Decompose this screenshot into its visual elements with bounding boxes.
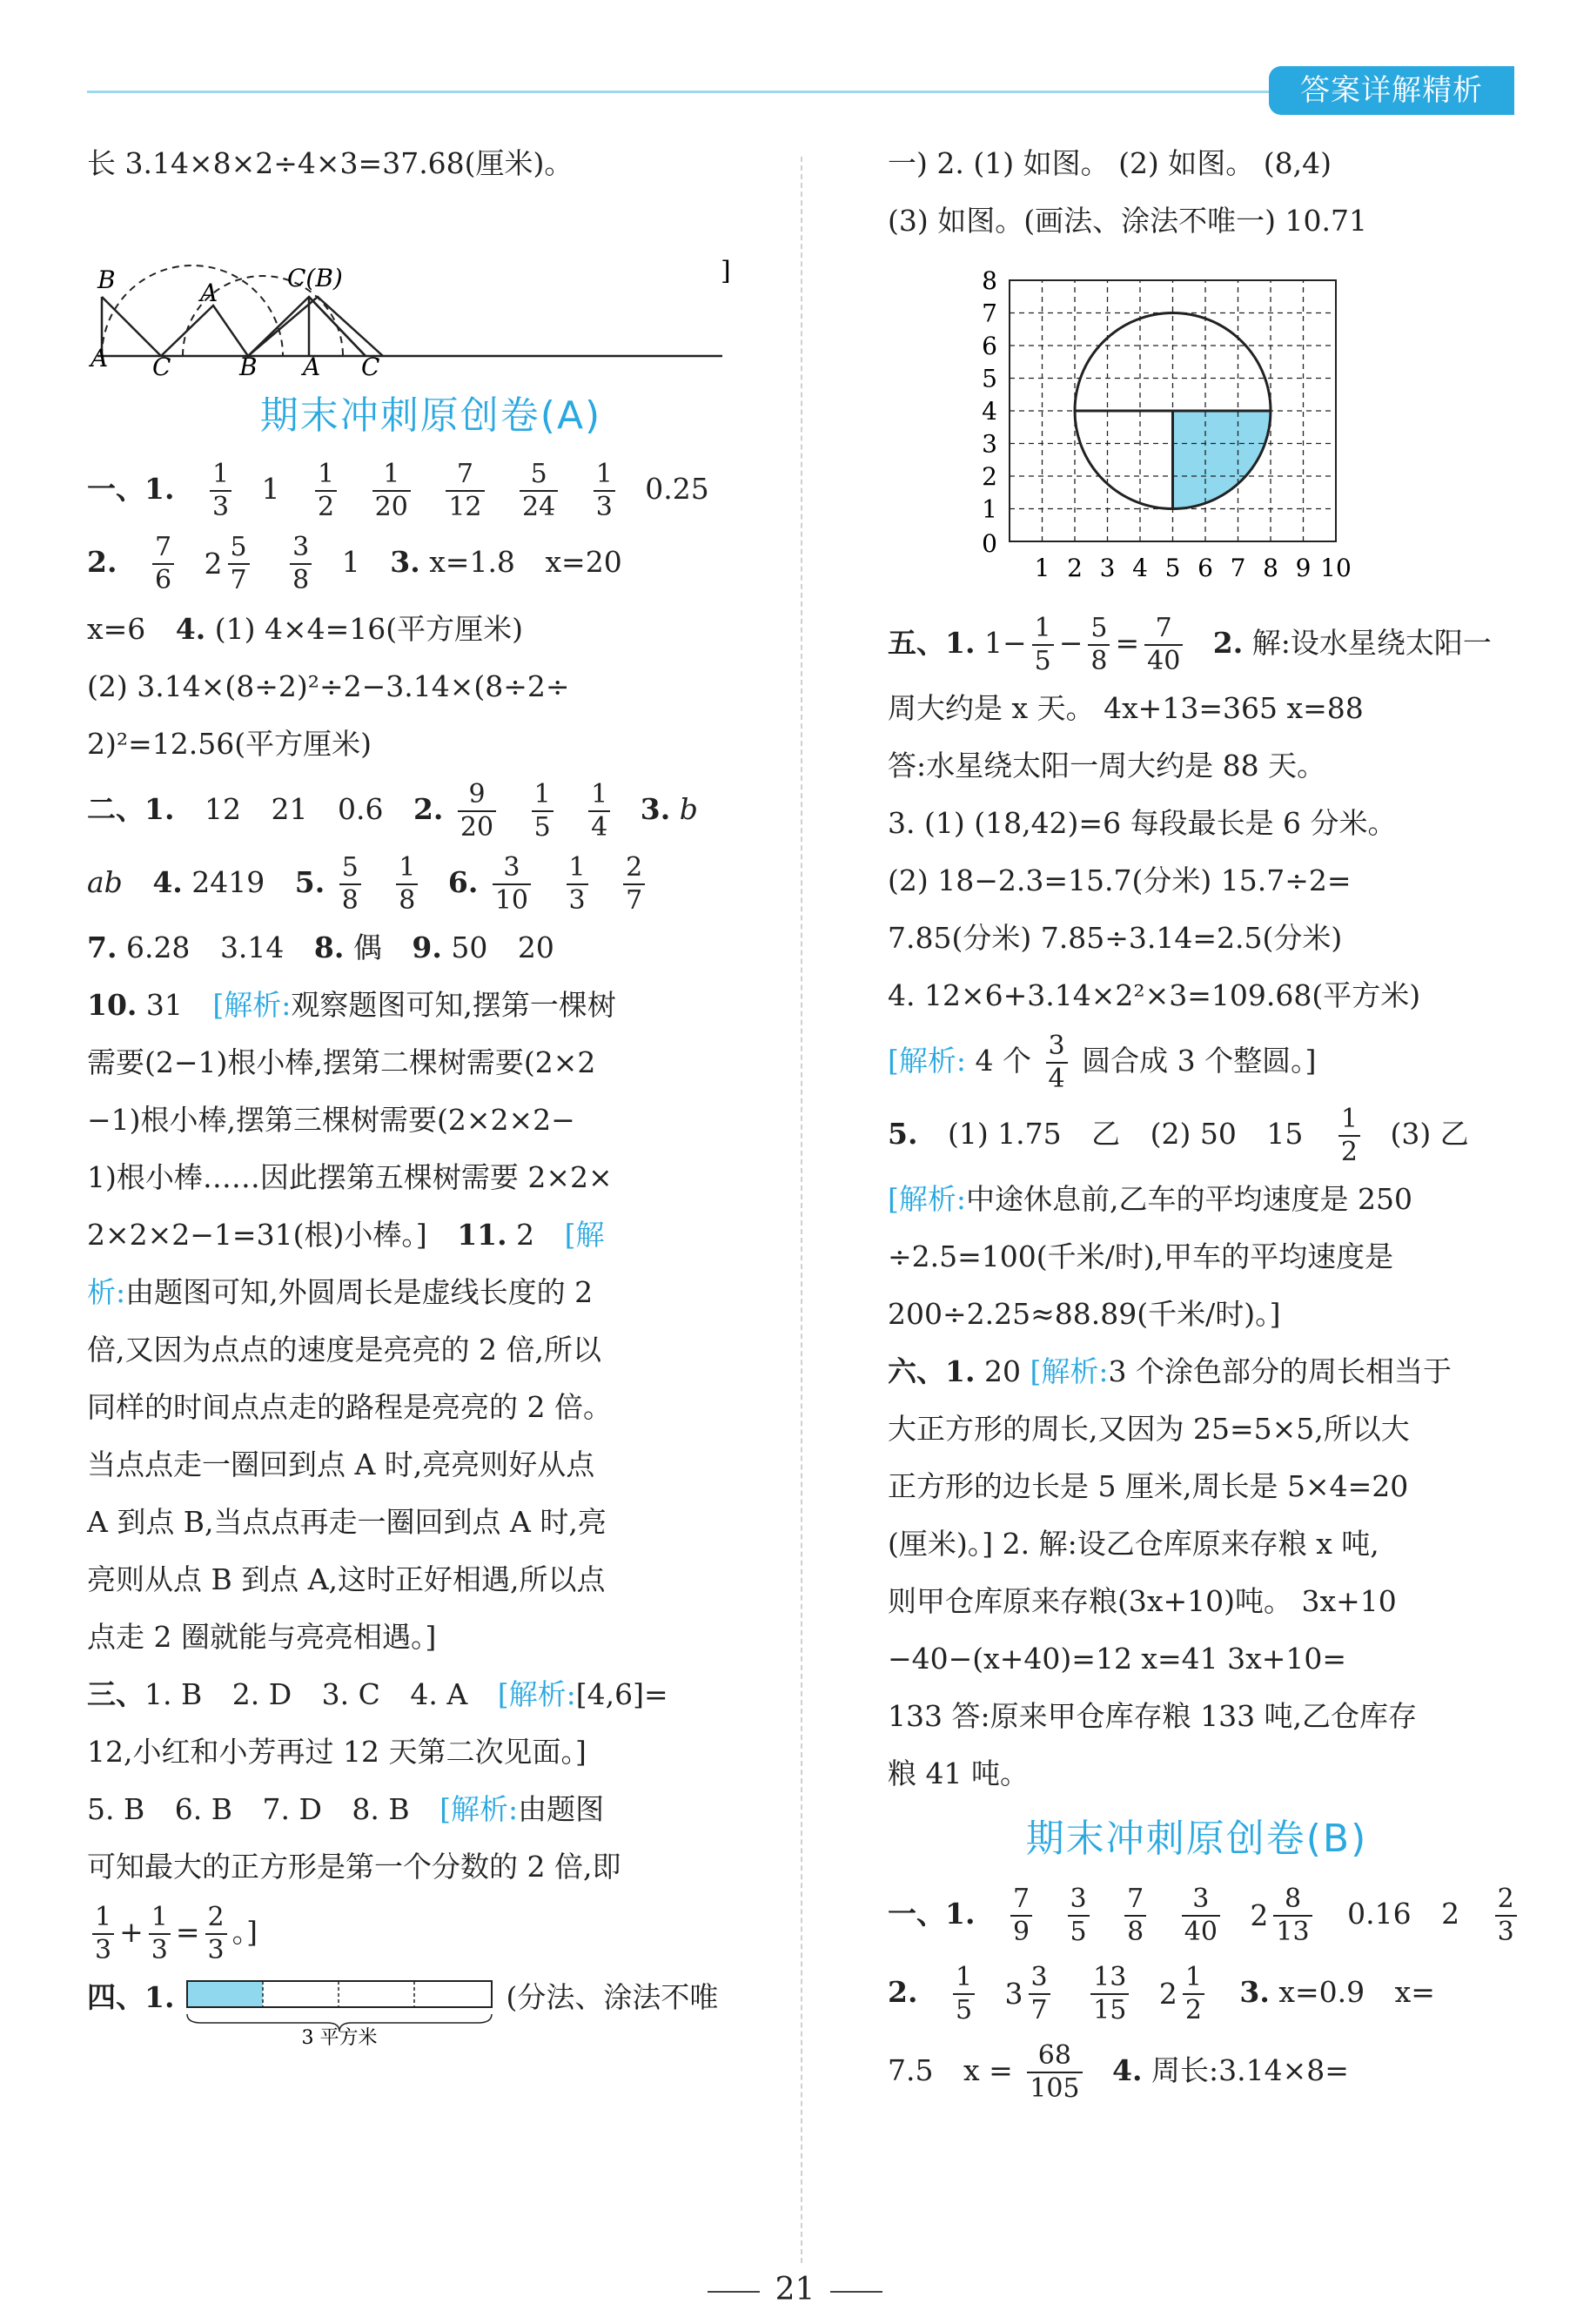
- footer-dash: [830, 2291, 882, 2293]
- value: x =: [963, 2053, 1013, 2087]
- x-tick-label: 5: [1164, 554, 1181, 582]
- operator: −: [1058, 626, 1083, 660]
- q-num: 2.: [888, 1975, 918, 2009]
- analysis-text: 4 个: [975, 1044, 1031, 1078]
- page-number: 21: [775, 2272, 815, 2307]
- choice: 2. D: [231, 1677, 292, 1711]
- fraction: $\frac{1}{5}$: [532, 779, 553, 843]
- value: 乙: [1091, 1117, 1121, 1151]
- q2-line: 同样的时间点点走的路程是亮亮的 2 倍。: [87, 1390, 612, 1424]
- x-tick-label: 8: [1263, 554, 1278, 582]
- value: x=6: [87, 612, 146, 646]
- value: 偶: [352, 930, 382, 964]
- fraction: $\frac{2}{3}$: [205, 1902, 227, 1966]
- q-num: 2.: [87, 545, 117, 579]
- q2-line: 倍,又因为点点的速度是亮亮的 2 倍,所以: [87, 1333, 601, 1367]
- fraction: $\frac{1}{20}$: [372, 459, 411, 523]
- value: (分法、涂法不唯: [506, 1980, 719, 2014]
- value: 6.28: [125, 930, 191, 964]
- q-num: 2.: [1212, 626, 1244, 660]
- mixed-number: 2 $\frac{8}{13}$: [1250, 1877, 1317, 1954]
- q-num: 4.: [1112, 2053, 1143, 2087]
- q5-line: 7.85(分米) 7.85÷3.14=2.5(分米): [888, 921, 1343, 955]
- q3-line: [87, 1781, 775, 1838]
- q-num: 6.: [447, 865, 479, 899]
- analysis-text: 2×2×2−1=31(根)小棒。]: [87, 1218, 427, 1252]
- coordinate-grid: [888, 250, 1497, 607]
- q-num: 1.: [945, 626, 976, 660]
- analysis-label: 析:: [87, 1275, 126, 1309]
- y-tick-label: 2: [982, 462, 997, 491]
- q5-line: [888, 1171, 1506, 1228]
- choice: 6. B: [174, 1792, 232, 1826]
- q2-line: [87, 977, 775, 1034]
- q-num: 4.: [175, 612, 206, 646]
- q5-line: 答:水星绕太阳一周大约是 88 天。: [888, 749, 1326, 783]
- fig-label: C: [361, 353, 380, 379]
- analysis-text: 由题图可知,外圆周长是虚线长度的 2: [125, 1275, 594, 1309]
- y-tick-label: 8: [982, 266, 997, 295]
- analysis-label: [解析:: [1030, 1354, 1109, 1388]
- fraction: $\frac{2}{3}$: [1495, 1884, 1517, 1948]
- fraction: $\frac{1}{5}$: [953, 1962, 975, 2026]
- analysis-text: 3 个涂色部分的周长相当于: [1108, 1354, 1452, 1388]
- b-line: [888, 2032, 1506, 2109]
- fraction: $\frac{68}{105}$: [1027, 2040, 1082, 2105]
- fraction: $\frac{7}{40}$: [1144, 613, 1183, 677]
- q-num: 9.: [412, 930, 442, 964]
- q2-line: A 到点 B,当点点再走一圈回到点 A 时,亮: [87, 1505, 607, 1539]
- operator: =: [175, 1915, 200, 1949]
- choice: 4. A: [410, 1677, 468, 1711]
- value: 3.14: [219, 930, 285, 964]
- q2-line: [87, 919, 775, 977]
- value: ab: [87, 865, 123, 899]
- b-line: [888, 1876, 1514, 1954]
- x-tick-label: 6: [1198, 554, 1213, 582]
- q1-line: [87, 601, 775, 658]
- grid-figure: [888, 250, 1506, 607]
- q-num: 11.: [457, 1218, 507, 1252]
- q2-line: −1)根小棒,摆第三棵树需要(2×2×2−: [87, 1103, 575, 1137]
- analysis-text: 观察题图可知,摆第一棵树: [291, 988, 616, 1022]
- q1-line: 2)²=12.56(平方厘米): [87, 727, 372, 761]
- header-tab: 答案详解精析: [1269, 66, 1514, 115]
- q6-line: −40−(x+40)=12 x=41 3x+10=: [888, 1642, 1347, 1676]
- q2-line: 当点点走一圈回到点 A 时,亮亮则好从点: [87, 1447, 595, 1481]
- fraction: $\frac{7}{8}$: [1124, 1884, 1146, 1948]
- analysis-label: [解: [564, 1218, 605, 1252]
- q-num: 7.: [87, 930, 117, 964]
- choice: 1. B: [144, 1677, 203, 1711]
- analysis-label: [解析:: [212, 988, 292, 1022]
- b-line: [888, 1954, 1506, 2032]
- fraction: $\frac{1}{5}$: [1032, 613, 1054, 677]
- q-num: 1.: [144, 1980, 175, 2014]
- page-footer: [0, 2272, 1590, 2307]
- answer-line: 一) 2. (1) 如图。 (2) 如图。 (8,4): [888, 146, 1332, 180]
- value: x=0.9: [1278, 1975, 1365, 2009]
- x-tick-label: 10: [1320, 554, 1352, 582]
- fraction: $\frac{7}{12}$: [446, 459, 484, 523]
- q-num: 3.: [1239, 1975, 1270, 2009]
- q-num: 1.: [945, 1897, 976, 1931]
- value: 31: [145, 988, 183, 1022]
- fraction: $\frac{1}{8}$: [396, 852, 418, 917]
- value: 0.25: [645, 472, 709, 506]
- q6-line: [888, 1343, 1506, 1400]
- q2-line: [87, 1206, 775, 1264]
- fraction: $\frac{3}{8}$: [290, 532, 312, 596]
- value: (2) 50: [1150, 1117, 1237, 1151]
- shaded-quarter: [1173, 411, 1271, 509]
- mixed-number: 3 $\frac{3}{7}$: [1005, 1956, 1056, 2032]
- value: x=1.8: [429, 545, 515, 579]
- q5-line: [888, 1024, 1506, 1098]
- section-title: 期末冲刺原创卷(B): [1025, 1817, 1368, 1861]
- q-num: 10.: [87, 988, 138, 1022]
- fraction: $\frac{3}{5}$: [1068, 1884, 1090, 1948]
- answer-line: 长 3.14×8×2÷4×3=37.68(厘米)。: [87, 146, 574, 180]
- q2-line: [87, 846, 775, 919]
- value: 0.16: [1347, 1897, 1412, 1931]
- q-num: 1.: [945, 1354, 976, 1388]
- q5-line: 4. 12×6+3.14×2²×3=109.68(平方米): [888, 978, 1421, 1012]
- value: 1: [261, 472, 280, 506]
- q-num: 2.: [413, 792, 444, 826]
- value: 50: [451, 930, 488, 964]
- sec-label: 四、: [87, 1980, 144, 2014]
- y-tick-label: 5: [982, 364, 997, 393]
- y-tick-label: 3: [982, 429, 997, 459]
- value: 周长:3.14×8=: [1151, 2053, 1349, 2087]
- fraction: $\frac{9}{20}$: [458, 779, 496, 843]
- value: 1: [341, 545, 360, 579]
- fraction: $\frac{1}{3}$: [149, 1902, 171, 1966]
- analysis-text: 中途休息前,乙车的平均速度是 250: [966, 1182, 1412, 1216]
- fraction: $\frac{5}{24}$: [520, 459, 558, 523]
- sec-label: 三、: [87, 1677, 144, 1711]
- fig-label: C(B): [287, 264, 343, 292]
- q-num: 4.: [152, 865, 183, 899]
- q2-line: 亮则从点 B 到点 A,这时正好相遇,所以点: [87, 1562, 606, 1596]
- y-tick-label: 6: [982, 332, 997, 360]
- fraction: $\frac{1}{3}$: [92, 1902, 114, 1966]
- value: (3) 乙: [1390, 1117, 1469, 1151]
- q-num: 5.: [294, 865, 325, 899]
- q-num: 1.: [144, 792, 175, 826]
- y-tick-label: 7: [982, 299, 997, 328]
- q2-line: 1)根小棒……因此摆第五棵树需要 2×2×: [87, 1160, 613, 1194]
- value: 21: [271, 792, 308, 826]
- q5-line: ÷2.5=100(千米/时),甲车的平均速度是: [888, 1239, 1394, 1273]
- analysis-label: [解析:: [439, 1792, 519, 1826]
- q5-line: [888, 607, 1506, 680]
- q2-line: 点走 2 圈就能与亮亮相遇。]: [87, 1620, 437, 1654]
- q-num: 5.: [888, 1117, 918, 1151]
- q5-line: 周大约是 x 天。 4x+13=365 x=88: [888, 691, 1364, 725]
- q6-line: 正方形的边长是 5 厘米,周长是 5×4=20: [888, 1469, 1409, 1503]
- value: x=: [1394, 1975, 1435, 2009]
- analysis-text: 由题图: [518, 1792, 605, 1826]
- q6-line: (厘米)。] 2. 解:设乙仓库原来存粮 x 吨,: [888, 1527, 1379, 1561]
- value: 7.5: [888, 2053, 934, 2087]
- fraction: $\frac{7}{9}$: [1010, 1884, 1032, 1948]
- fraction: $\frac{2}{7}$: [623, 852, 645, 917]
- q1-line: [87, 526, 775, 601]
- q6-line: 粮 41 吨。: [888, 1756, 1029, 1790]
- header-rule: [87, 91, 1271, 93]
- value: b: [679, 792, 698, 826]
- mixed-number: 2 $\frac{5}{7}$: [205, 527, 255, 601]
- value: x=20: [545, 545, 622, 579]
- analysis-label: [解析:: [497, 1677, 576, 1711]
- choice: 3. C: [321, 1677, 380, 1711]
- fraction: $\frac{1}{3}$: [567, 852, 588, 917]
- fraction: $\frac{3}{4}$: [1046, 1031, 1068, 1095]
- value: 1−: [983, 626, 1027, 660]
- fraction: $\frac{3}{10}$: [493, 852, 531, 917]
- q2-line: [87, 1264, 775, 1321]
- fig-label: C: [152, 353, 171, 379]
- fraction: $\frac{5}{8}$: [339, 852, 361, 917]
- value: 20: [517, 930, 554, 964]
- figure-arcs: [87, 192, 775, 379]
- fig-label: B: [97, 265, 116, 294]
- sec-label: 五、: [888, 626, 945, 660]
- arc-diagram: [87, 192, 775, 379]
- q3-line: 12,小红和小芳再过 12 天第二次见面。]: [87, 1735, 587, 1769]
- q-num: 1.: [144, 472, 175, 506]
- fraction: $\frac{1}{4}$: [588, 779, 610, 843]
- value: 0.6: [337, 792, 384, 826]
- q3-line: [87, 1896, 775, 1969]
- x-tick-label: 7: [1230, 554, 1246, 582]
- x-tick-label: 4: [1132, 554, 1148, 582]
- q2-line: 需要(2−1)根小棒,摆第二棵树需要(2×2: [87, 1045, 596, 1079]
- section-title: 期末冲刺原创卷(A): [259, 393, 602, 438]
- sec-label: 六、: [888, 1354, 945, 1388]
- q3-line: [87, 1666, 775, 1723]
- operator: =: [1115, 626, 1140, 660]
- x-tick-label: 9: [1295, 554, 1312, 582]
- q1-line: (2) 3.14×(8÷2)²÷2−3.14×(8÷2÷: [87, 669, 570, 703]
- bar-figure: [184, 1976, 497, 2045]
- y-tick-label: 1: [982, 494, 997, 524]
- value: (1) 4×4=16(平方厘米): [214, 612, 523, 646]
- fig-label: B: [239, 353, 258, 379]
- fig-label: A: [91, 344, 109, 373]
- fraction: $\frac{1}{2}$: [1338, 1104, 1360, 1168]
- q3-line: 可知最大的正方形是第一个分数的 2 倍,即: [87, 1850, 621, 1884]
- origin-label: 0: [982, 529, 997, 558]
- value: 15: [1266, 1117, 1304, 1151]
- value: 。]: [231, 1915, 258, 1949]
- left-column: [87, 135, 775, 2047]
- analysis-text: 圆合成 3 个整圆。]: [1082, 1044, 1317, 1078]
- q6-line: 133 答:原来甲仓库存粮 133 吨,乙仓库存: [888, 1699, 1418, 1733]
- x-tick-label: 2: [1067, 554, 1083, 582]
- fraction: $\frac{7}{6}$: [152, 532, 174, 596]
- fraction: $\frac{5}{8}$: [1088, 613, 1110, 677]
- q5-line: 3. (1) (18,42)=6 每段最长是 6 分米。: [888, 806, 1397, 840]
- right-column: [888, 135, 1514, 2109]
- column-divider: [801, 157, 802, 2263]
- q4-line: [87, 1969, 775, 2047]
- fraction: $\frac{1}{2}$: [315, 459, 337, 523]
- value: 2: [1441, 1897, 1460, 1931]
- fig-label: A: [200, 279, 218, 307]
- value: 20: [983, 1354, 1021, 1388]
- sec-label: 一、: [888, 1897, 945, 1931]
- sec-label: 一、: [87, 472, 144, 506]
- value: 12: [204, 792, 241, 826]
- x-tick-label: 1: [1034, 554, 1050, 582]
- q1-line: [87, 453, 775, 526]
- analysis-label: [解析:: [888, 1044, 966, 1078]
- q2-line: [87, 773, 775, 846]
- value: 2419: [191, 865, 265, 899]
- q5-line: 200÷2.25≈88.89(千米/时)。]: [888, 1297, 1281, 1331]
- choice: 5. B: [87, 1792, 145, 1826]
- y-tick-label: 4: [982, 397, 997, 426]
- x-tick-label: 3: [1099, 554, 1116, 582]
- choice: 8. B: [352, 1792, 410, 1826]
- fraction: $\frac{1}{3}$: [594, 459, 615, 523]
- value: (1) 1.75: [947, 1117, 1062, 1151]
- bar-caption: 3 平方米: [301, 2027, 378, 2045]
- sec-label: 二、: [87, 792, 144, 826]
- q-num: 3.: [390, 545, 420, 579]
- q-num: 8.: [313, 930, 345, 964]
- fraction: $\frac{13}{15}$: [1090, 1962, 1129, 2026]
- value: 解:设水星绕太阳一: [1251, 626, 1492, 660]
- q5-line: (2) 18−2.3=15.7(分米) 15.7÷2=: [888, 863, 1352, 897]
- q6-line: 大正方形的周长,又因为 25=5×5,所以大: [888, 1412, 1410, 1446]
- q-num: 3.: [640, 792, 671, 826]
- mixed-number: 2 $\frac{1}{2}$: [1159, 1956, 1210, 2032]
- q6-line: 则甲仓库原来存粮(3x+10)吨。 3x+10: [888, 1584, 1397, 1618]
- answer-line: (3) 如图。(画法、涂法不唯一) 10.71: [888, 204, 1367, 238]
- fraction: $\frac{1}{3}$: [210, 459, 231, 523]
- analysis-text: [4,6]=: [575, 1677, 668, 1711]
- fig-bracket: ]: [721, 256, 731, 286]
- choice: 7. D: [262, 1792, 322, 1826]
- q5-line: [888, 1098, 1506, 1171]
- value: 2: [516, 1218, 535, 1252]
- fraction: $\frac{3}{40}$: [1182, 1884, 1220, 1948]
- operator: +: [119, 1915, 144, 1949]
- fig-label: A: [303, 353, 321, 379]
- analysis-label: [解析:: [888, 1182, 966, 1216]
- footer-dash: [708, 2291, 760, 2293]
